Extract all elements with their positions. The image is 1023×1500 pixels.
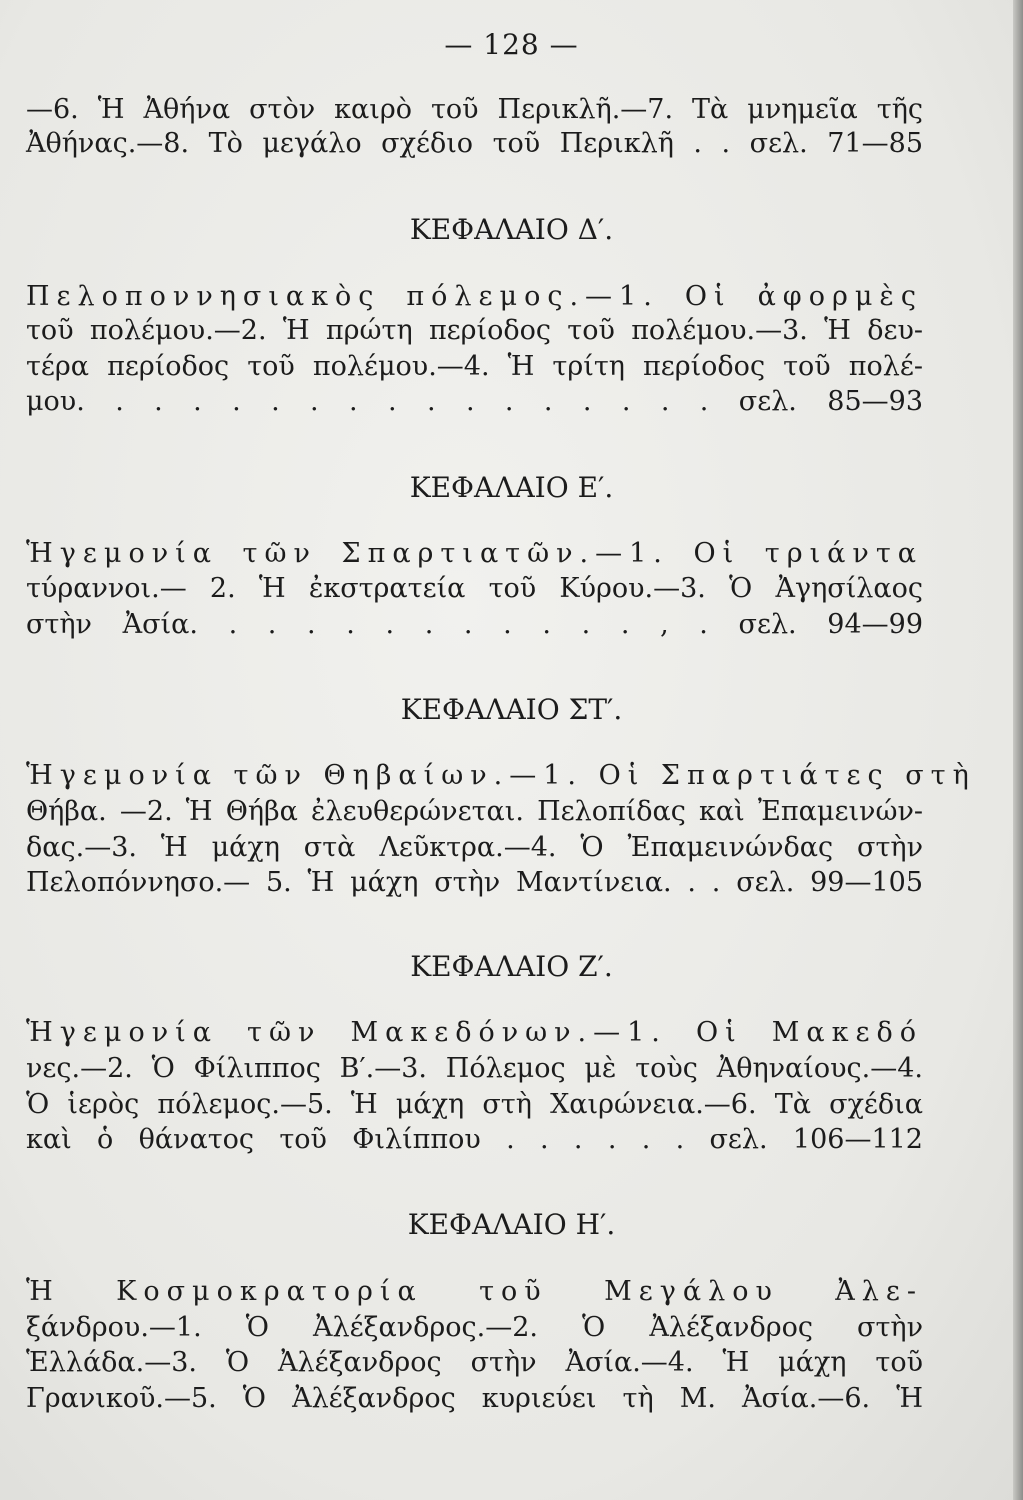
chapter-heading-d: ΚΕΦΑΛΑΙΟ Δ′.: [409, 213, 614, 246]
text-line: νες.—2. Ὁ Φίλιππος Β′.—3. Πόλεμος μὲ τοὺς Ἀθηναίους.—4.: [26, 1053, 923, 1084]
text-line: Ὁ ἱερὸς πόλεμος.—5. Ἡ μάχη στὴ Χαιρώνεια.—6. Τὰ σχέδια: [26, 1089, 923, 1120]
text-line: Γρανικοῦ.—5. Ὁ Ἀλέξανδρος κυριεύει τὴ Μ. Ἀσία.—6. Ἡ: [26, 1383, 923, 1414]
chapter-heading-z: ΚΕΦΑΛΑΙΟ Ζ′.: [410, 950, 613, 983]
chapter-heading-h: ΚΕΦΑΛΑΙΟ Η′.: [407, 1208, 616, 1241]
chapter-title-line: Ἡ Κοσμοκρατορία τοῦ Μεγάλου Ἀλε-: [26, 1276, 923, 1307]
chapter-heading-e: ΚΕΦΑΛΑΙΟ Ε′.: [409, 471, 614, 504]
text-line: καὶ ὁ θάνατος τοῦ Φιλίππου . . . . . . σελ. 106—112: [26, 1124, 923, 1155]
text-line: —6. Ἡ Ἀθήνα στὸν καιρὸ τοῦ Περικλῆ.—7. Τὰ μνημεῖα τῆς: [26, 94, 923, 125]
text-line: μου. . . . . . . . . . . . . . . . . σελ. 85—93: [26, 386, 923, 417]
text-line: τοῦ πολέμου.—2. Ἡ πρώτη περίοδος τοῦ πολέμου.—3. Ἡ δευ-: [26, 315, 923, 346]
chapter-title-line: Πελοποννησιακὸς πόλεμος.—1. Οἱ ἀφορμὲς: [26, 281, 923, 312]
text-line: ξάνδρου.—1. Ὁ Ἀλέξανδρος.—2. Ὁ Ἀλέξανδρος στὴν: [26, 1312, 923, 1343]
chapter-title-line: Ἡγεμονία τῶν Σπαρτιατῶν.—1. Οἱ τριάντα: [26, 538, 923, 569]
text-line: Ἑλλάδα.—3. Ὁ Ἀλέξανδρος στὴν Ἀσία.—4. Ἡ μάχη τοῦ: [26, 1347, 923, 1378]
text-line: Πελοπόννησο.— 5. Ἡ μάχη στὴν Μαντίνεια. . . σελ. 99—105: [26, 867, 923, 898]
chapter-title-line: Ἡγεμονία τῶν Μακεδόνων.—1. Οἱ Μακεδό: [26, 1017, 923, 1048]
chapter-title-line: Ἡγεμονία τῶν Θηβαίων.—1. Οἱ Σπαρτιάτες στὴ: [26, 760, 976, 791]
text-line: στὴν Ἀσία. . . . . . . . . . . . , . σελ. 94—99: [26, 609, 923, 640]
text-line: δας.—3. Ἡ μάχη στὰ Λεῦκτρα.—4. Ὁ Ἐπαμεινώνδας στὴν: [26, 832, 923, 863]
text-line: Θήβα. —2. Ἡ Θήβα ἐλευθερώνεται. Πελοπίδας καὶ Ἐπαμεινών-: [26, 796, 923, 827]
page-edge-shadow: [1013, 0, 1023, 1500]
text-line: τύραννοι.— 2. Ἡ ἐκστρατεία τοῦ Κύρου.—3. Ὁ Ἀγησίλαος: [26, 573, 923, 604]
page-number: — 128 —: [444, 28, 579, 61]
chapter-heading-st: ΚΕΦΑΛΑΙΟ ΣΤ′.: [400, 693, 623, 726]
text-line: Ἀθήνας.—8. Τὸ μεγάλο σχέδιο τοῦ Περικλῆ . . σελ. 71—85: [26, 128, 923, 159]
text-line: τέρα περίοδος τοῦ πολέμου.—4. Ἡ τρίτη περίοδος τοῦ πολέ-: [26, 351, 923, 382]
